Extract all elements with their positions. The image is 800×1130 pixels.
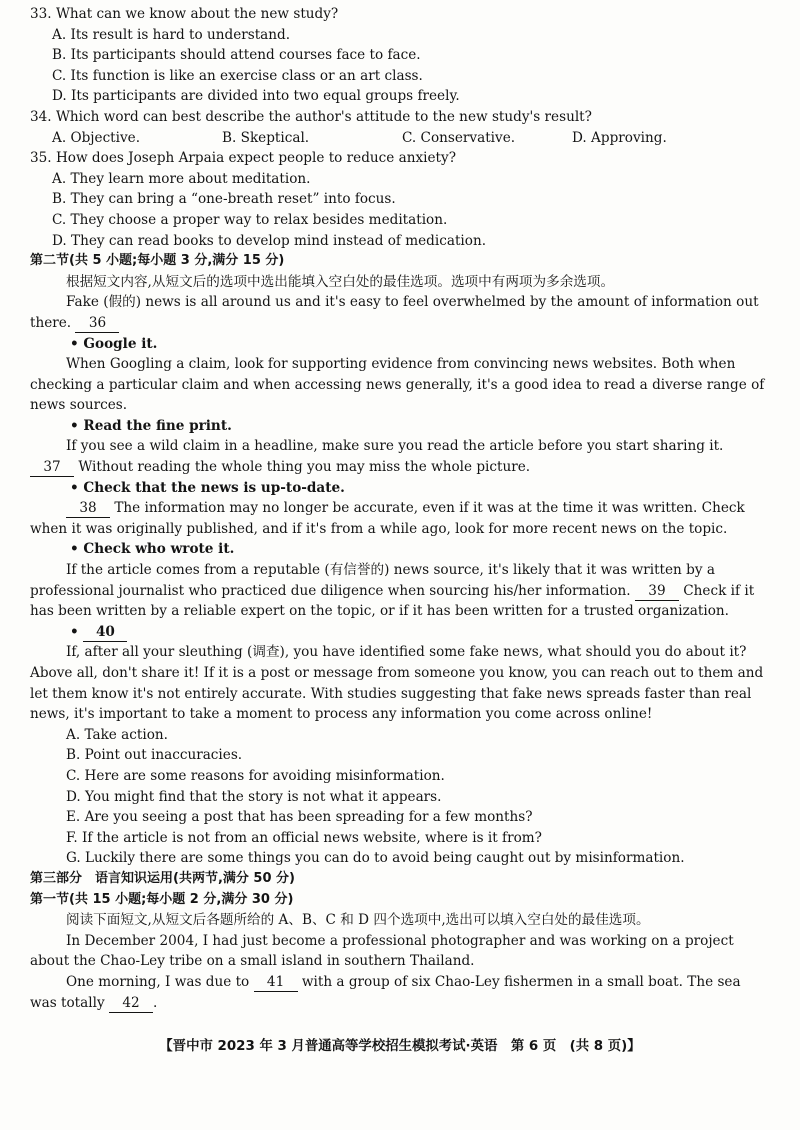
paragraph-text: If you see a wild claim in a headline, make sure you read the article before you start sharing it.	[66, 438, 724, 455]
paragraph	[30, 560, 770, 622]
question-33	[30, 4, 770, 107]
question-35	[30, 148, 770, 251]
choice: A. Take action.	[66, 726, 168, 743]
passage-intro	[30, 292, 770, 333]
section-instruction: 阅读下面短文,从短文后各题所给的 A、B、C 和 D 四个选项中,选出可以填入空白处的最佳选项。	[66, 912, 650, 929]
paragraph: When Googling a claim, look for supporting evidence from convincing news websites. Both when checking a particular claim and when accessing news generally, it's a good idea to read a diverse range of news sources.	[30, 356, 765, 414]
option: A. Objective.	[52, 129, 141, 146]
paragraph-text: Without reading the whole thing you may miss the whole picture.	[78, 459, 531, 476]
option: A. Its result is hard to understand.	[52, 26, 291, 43]
options-row	[30, 128, 770, 149]
page-footer: 【晋中市 2023 年 3 月普通高等学校招生模拟考试·英语 第 6 页 (共 8 页)】	[159, 1039, 641, 1054]
tip-heading-who-wrote: • Check who wrote it.	[70, 541, 235, 558]
option: B. Its participants should attend courses face to face.	[52, 47, 421, 64]
option: A. They learn more about meditation.	[52, 170, 311, 187]
option: B. They can bring a “one-breath reset” into focus.	[52, 191, 396, 208]
paragraph	[30, 436, 770, 477]
paragraph-text: If the article comes from a reputable (有信誉的) news source, it's likely that it was written by a professional journalist who practiced due diligence when sourcing his/her information.	[30, 562, 715, 599]
paragraph: If, after all your sleuthing (调查), you have identified some fake news, what should you do about it? Above all, don't share it! If it is a post or message from someone you know, you can reach out to them and let them know it's not entirely accurate. With studies suggesting that fake news spreads faster than real news, it's important to take a moment to process any information you come across online!	[30, 644, 764, 723]
blank-36: 36	[75, 315, 119, 333]
option: C. Conservative.	[402, 129, 516, 146]
intro-text: Fake (假的) news is all around us and it's easy to feel overwhelmed by the amount of information out there.	[30, 294, 759, 331]
choice: F. If the article is not from an official news website, where is it from?	[66, 829, 542, 846]
part-heading: 第三部分 语言知识运用(共两节,满分 50 分)	[30, 870, 295, 886]
question-34	[30, 107, 770, 148]
paragraph-text: with a group of six Chao-Ley fishermen in a small boat. The sea was totally	[30, 973, 741, 1011]
paragraph-text: Check if it has been written by a reliable expert on the topic, or if it has been written for a trusted organization.	[30, 582, 755, 620]
question-stem: 34. Which word can best describe the author's attitude to the new study's result?	[30, 108, 592, 125]
choice: E. Are you seeing a post that has been spreading for a few months?	[66, 809, 533, 826]
option: C. They choose a proper way to relax besides meditation.	[52, 211, 448, 228]
question-stem: 33. What can we know about the new study?	[30, 6, 339, 22]
paragraph-text: The information may no longer be accurate, even if it was at the time it was written. Check when it was originally published, and if it's from a while ago, look for more recent news on the topic.	[30, 500, 745, 537]
question-stem: 35. How does Joseph Arpaia expect people to reduce anxiety?	[30, 150, 456, 167]
blank-40: 40	[83, 624, 127, 642]
paragraph	[30, 498, 770, 539]
paragraph-text: .	[152, 994, 158, 1011]
paragraph: In December 2004, I had just become a professional photographer and was working on a project about the Chao-Ley tribe on a small island in southern Thailand.	[30, 932, 734, 970]
tip-heading-40	[30, 622, 770, 643]
choices-list	[30, 725, 770, 869]
blank-37: 37	[30, 459, 74, 477]
blank-39: 39	[635, 583, 679, 601]
choice: C. Here are some reasons for avoiding misinformation.	[66, 767, 445, 784]
blank-42: 42	[109, 995, 153, 1013]
blank-38: 38	[66, 500, 110, 518]
bullet: •	[70, 623, 79, 640]
option: B. Skeptical.	[222, 129, 310, 146]
section-heading: 第一节(共 15 小题;每小题 2 分,满分 30 分)	[30, 891, 294, 907]
blank-41: 41	[254, 974, 298, 992]
choice: D. You might find that the story is not what it appears.	[66, 788, 442, 805]
option: D. Its participants are divided into two equal groups freely.	[52, 88, 460, 105]
choice: B. Point out inaccuracies.	[66, 747, 243, 764]
section-heading: 第二节(共 5 小题;每小题 3 分,满分 15 分)	[30, 253, 285, 269]
section-instruction: 根据短文内容,从短文后的选项中选出能填入空白处的最佳选项。选项中有两项为多余选项。	[66, 273, 615, 290]
tip-heading-up-to-date: • Check that the news is up-to-date.	[70, 479, 345, 496]
option: C. Its function is like an exercise class or an art class.	[52, 67, 423, 84]
tip-heading-google: • Google it.	[70, 335, 158, 352]
choice: G. Luckily there are some things you can do to avoid being caught out by misinformation.	[66, 850, 685, 867]
tip-heading-fine-print: • Read the fine print.	[70, 417, 232, 434]
option: D. They can read books to develop mind instead of medication.	[52, 232, 487, 249]
paragraph-text: One morning, I was due to	[66, 973, 250, 990]
paragraph	[30, 972, 770, 1013]
option: D. Approving.	[572, 129, 667, 146]
